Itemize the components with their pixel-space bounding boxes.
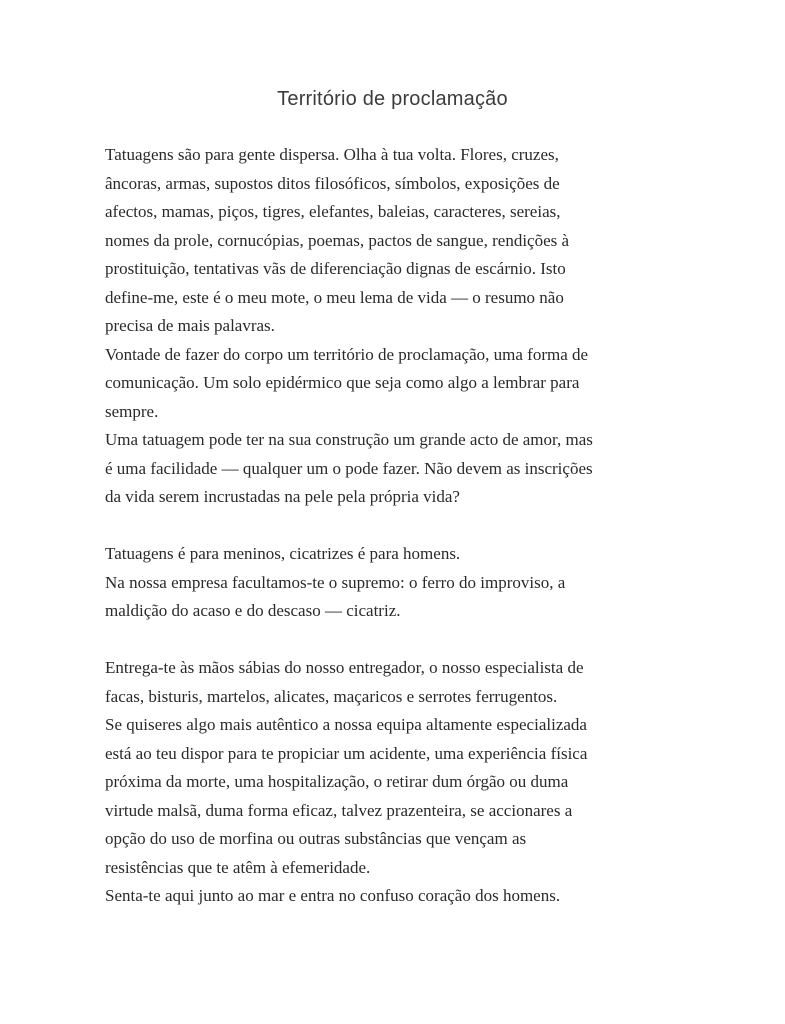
document-body: [0, 141, 785, 911]
text-line: Senta-te aqui junto ao mar e entra no confuso coração dos homens.: [105, 886, 561, 905]
document-title: Território de proclamação: [277, 88, 508, 110]
text-line: Vontade de fazer do corpo um território de proclamação, uma forma de: [105, 344, 589, 364]
text-line: facas, bisturis, martelos, alicates, maçaricos e serrotes ferrugentos.: [105, 686, 558, 706]
text-line: Na nossa empresa facultamos-te o supremo: o ferro do improviso, a: [105, 572, 566, 592]
text-line: da vida serem incrustadas na pele pela própria vida?: [105, 487, 460, 506]
text-line: sempre.: [105, 401, 159, 421]
blank-line: [105, 512, 705, 541]
text-line: virtude malsã, duma forma eficaz, talvez prazenteira, se accionares a: [105, 800, 573, 820]
text-line: é uma facilidade — qualquer um o pode fazer. Não devem as inscrições: [105, 458, 593, 478]
text-line: próxima da morte, uma hospitalização, o retirar dum órgão ou duma: [105, 772, 569, 791]
text-line: Tatuagens são para gente dispersa. Olha à tua volta. Flores, cruzes,: [105, 145, 559, 164]
text-line: opção do uso de morfina ou outras substâncias que vençam as: [105, 829, 527, 848]
text-line: precisa de mais palavras.: [105, 316, 275, 335]
text-line: afectos, mamas, piços, tigres, elefantes, baleias, caracteres, sereias,: [105, 202, 561, 221]
text-line: está ao teu dispor para te propiciar um acidente, uma experiência física: [105, 743, 588, 763]
blank-line: [105, 626, 705, 655]
text-line: comunicação. Um solo epidérmico que seja como algo a lembrar para: [105, 373, 580, 392]
text-line: resistências que te atêm à efemeridade.: [105, 857, 371, 877]
text-line: define-me, este é o meu mote, o meu lema de vida — o resumo não: [105, 287, 564, 307]
text-line: âncoras, armas, supostos ditos filosóficos, símbolos, exposições de: [105, 173, 560, 193]
text-line: Entrega-te às mãos sábias do nosso entregador, o nosso especialista de: [105, 658, 584, 677]
text-line: Uma tatuagem pode ter na sua construção um grande acto de amor, mas: [105, 430, 593, 449]
text-line: nomes da prole, cornucópias, poemas, pactos de sangue, rendições à: [105, 230, 570, 250]
text-line: Se quiseres algo mais autêntico a nossa equipa altamente especializada: [105, 715, 587, 734]
text-line: Tatuagens é para meninos, cicatrizes é para homens.: [105, 544, 461, 563]
text-line: maldição do acaso e do descaso — cicatriz.: [105, 601, 401, 620]
text-line: prostituição, tentativas vãs de diferenciação dignas de escárnio. Isto: [105, 259, 566, 278]
